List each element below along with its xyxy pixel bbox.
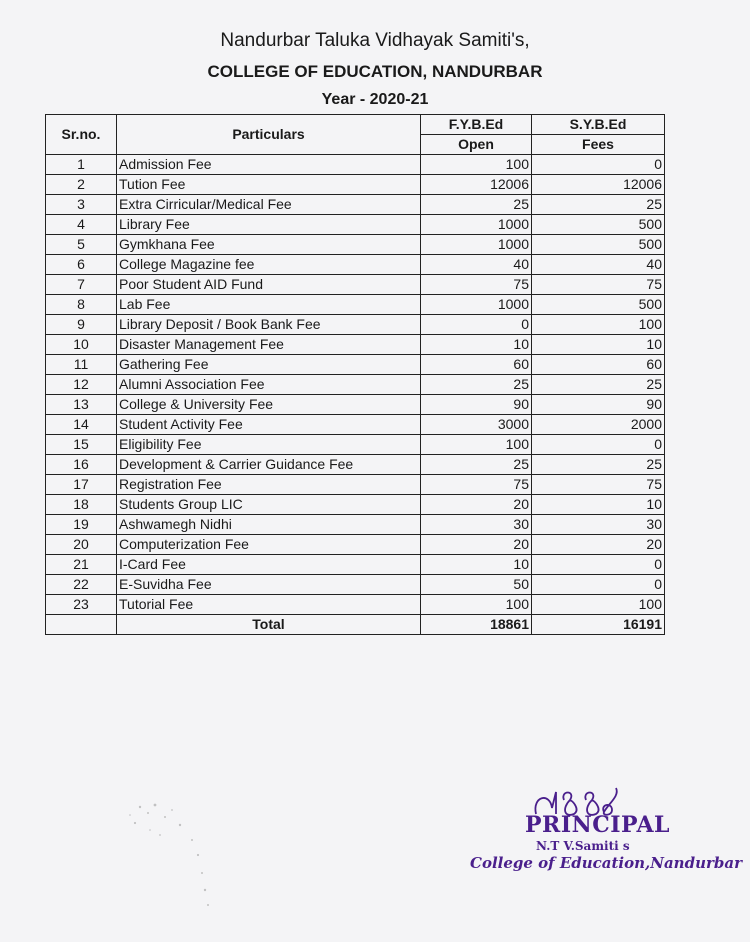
sr-cell: 21 (46, 555, 117, 575)
sybed-fee-cell: 0 (532, 555, 665, 575)
fybed-fee-cell: 75 (421, 275, 532, 295)
sybed-fee-cell: 90 (532, 395, 665, 415)
table-row (46, 395, 665, 415)
sr-cell: 17 (46, 475, 117, 495)
fybed-fee-cell: 100 (421, 595, 532, 615)
table-row (46, 335, 665, 355)
table-row (46, 295, 665, 315)
sybed-fee-cell: 75 (532, 475, 665, 495)
table-row (46, 355, 665, 375)
sr-cell: 11 (46, 355, 117, 375)
sr-cell: 16 (46, 455, 117, 475)
sr-cell: 22 (46, 575, 117, 595)
stamp-society: N.T V.Samiti s (536, 839, 630, 853)
sybed-fee-cell: 60 (532, 355, 665, 375)
sybed-fee-cell: 25 (532, 455, 665, 475)
fybed-fee-cell: 25 (421, 455, 532, 475)
particular-cell: Computerization Fee (117, 535, 421, 555)
particular-cell: College & University Fee (117, 395, 421, 415)
particular-cell: Poor Student AID Fund (117, 275, 421, 295)
table-row (46, 435, 665, 455)
table-row (46, 155, 665, 175)
table-row (46, 555, 665, 575)
sybed-fee-cell: 500 (532, 235, 665, 255)
particular-cell: Development & Carrier Guidance Fee (117, 455, 421, 475)
table-row (46, 495, 665, 515)
sr-cell: 7 (46, 275, 117, 295)
sybed-fee-cell: 100 (532, 315, 665, 335)
sybed-fee-cell: 20 (532, 535, 665, 555)
sybed-fee-cell: 40 (532, 255, 665, 275)
particular-cell: I-Card Fee (117, 555, 421, 575)
fybed-fee-cell: 60 (421, 355, 532, 375)
subheader-open: Open (421, 135, 532, 155)
sybed-fee-cell: 12006 (532, 175, 665, 195)
fybed-fee-cell: 10 (421, 555, 532, 575)
table-row (46, 315, 665, 335)
particular-cell: E-Suvidha Fee (117, 575, 421, 595)
total-sybed: 16191 (532, 615, 665, 635)
sr-cell: 19 (46, 515, 117, 535)
particular-cell: Tution Fee (117, 175, 421, 195)
sybed-fee-cell: 500 (532, 215, 665, 235)
table-row (46, 415, 665, 435)
table-row (46, 455, 665, 475)
particular-cell: Gathering Fee (117, 355, 421, 375)
table-header-row (46, 115, 665, 135)
particular-cell: Tutorial Fee (117, 595, 421, 615)
fybed-fee-cell: 75 (421, 475, 532, 495)
particular-cell: Alumni Association Fee (117, 375, 421, 395)
particular-cell: Library Fee (117, 215, 421, 235)
fybed-fee-cell: 90 (421, 395, 532, 415)
academic-year: Year - 2020-21 (321, 91, 429, 108)
total-fybed: 18861 (421, 615, 532, 635)
total-sr-cell (46, 615, 117, 635)
sr-cell: 3 (46, 195, 117, 215)
fybed-fee-cell: 20 (421, 535, 532, 555)
particular-cell: Students Group LIC (117, 495, 421, 515)
table-row (46, 375, 665, 395)
sr-cell: 8 (46, 295, 117, 315)
particular-cell: Disaster Management Fee (117, 335, 421, 355)
sybed-fee-cell: 0 (532, 575, 665, 595)
particular-cell: Gymkhana Fee (117, 235, 421, 255)
table-row (46, 575, 665, 595)
fybed-fee-cell: 25 (421, 195, 532, 215)
sybed-fee-cell: 10 (532, 495, 665, 515)
particular-cell: Eligibility Fee (117, 435, 421, 455)
particular-cell: Extra Cirricular/Medical Fee (117, 195, 421, 215)
fybed-fee-cell: 10 (421, 335, 532, 355)
table-row (46, 535, 665, 555)
sr-cell: 20 (46, 535, 117, 555)
stamp-title: PRINCIPAL (525, 812, 671, 838)
fybed-fee-cell: 50 (421, 575, 532, 595)
sr-cell: 2 (46, 175, 117, 195)
sr-cell: 4 (46, 215, 117, 235)
fybed-fee-cell: 12006 (421, 175, 532, 195)
sybed-fee-cell: 30 (532, 515, 665, 535)
table-row (46, 175, 665, 195)
sr-cell: 10 (46, 335, 117, 355)
sr-cell: 6 (46, 255, 117, 275)
particular-cell: Student Activity Fee (117, 415, 421, 435)
sybed-fee-cell: 0 (532, 155, 665, 175)
particular-cell: Registration Fee (117, 475, 421, 495)
header-fybed: F.Y.B.Ed (421, 115, 532, 135)
total-row (46, 615, 665, 635)
sybed-fee-cell: 75 (532, 275, 665, 295)
fybed-fee-cell: 1000 (421, 295, 532, 315)
sr-cell: 12 (46, 375, 117, 395)
table-row (46, 195, 665, 215)
society-name: Nandurbar Taluka Vidhayak Samiti's, (220, 30, 530, 51)
table-row (46, 275, 665, 295)
sr-cell: 15 (46, 435, 117, 455)
sr-cell: 18 (46, 495, 117, 515)
header-particulars: Particulars (117, 115, 421, 155)
sybed-fee-cell: 25 (532, 375, 665, 395)
subheader-fees: Fees (532, 135, 665, 155)
fybed-fee-cell: 1000 (421, 235, 532, 255)
fee-rows (46, 155, 665, 615)
sybed-fee-cell: 100 (532, 595, 665, 615)
table-row (46, 255, 665, 275)
sybed-fee-cell: 2000 (532, 415, 665, 435)
college-name: COLLEGE OF EDUCATION, NANDURBAR (207, 62, 543, 81)
sr-cell: 13 (46, 395, 117, 415)
particular-cell: College Magazine fee (117, 255, 421, 275)
table-row (46, 475, 665, 495)
sr-cell: 1 (46, 155, 117, 175)
table-row (46, 515, 665, 535)
table-row (46, 595, 665, 615)
sybed-fee-cell: 500 (532, 295, 665, 315)
fybed-fee-cell: 40 (421, 255, 532, 275)
stamp-college: College of Education,Nandurbar (470, 854, 742, 872)
sybed-fee-cell: 0 (532, 435, 665, 455)
fybed-fee-cell: 25 (421, 375, 532, 395)
fybed-fee-cell: 1000 (421, 215, 532, 235)
fybed-fee-cell: 100 (421, 155, 532, 175)
total-label: Total (117, 615, 421, 635)
table-row (46, 235, 665, 255)
particular-cell: Ashwamegh Nidhi (117, 515, 421, 535)
sybed-fee-cell: 10 (532, 335, 665, 355)
fybed-fee-cell: 0 (421, 315, 532, 335)
table-row (46, 215, 665, 235)
header-sybed: S.Y.B.Ed (532, 115, 665, 135)
sr-cell: 14 (46, 415, 117, 435)
sybed-fee-cell: 25 (532, 195, 665, 215)
particular-cell: Admission Fee (117, 155, 421, 175)
fee-table (45, 114, 665, 635)
fybed-fee-cell: 30 (421, 515, 532, 535)
sr-cell: 5 (46, 235, 117, 255)
fybed-fee-cell: 3000 (421, 415, 532, 435)
paper-smudge (120, 795, 215, 915)
fybed-fee-cell: 100 (421, 435, 532, 455)
header-sr-no: Sr.no. (46, 115, 117, 155)
sr-cell: 9 (46, 315, 117, 335)
particular-cell: Library Deposit / Book Bank Fee (117, 315, 421, 335)
sr-cell: 23 (46, 595, 117, 615)
fybed-fee-cell: 20 (421, 495, 532, 515)
particular-cell: Lab Fee (117, 295, 421, 315)
